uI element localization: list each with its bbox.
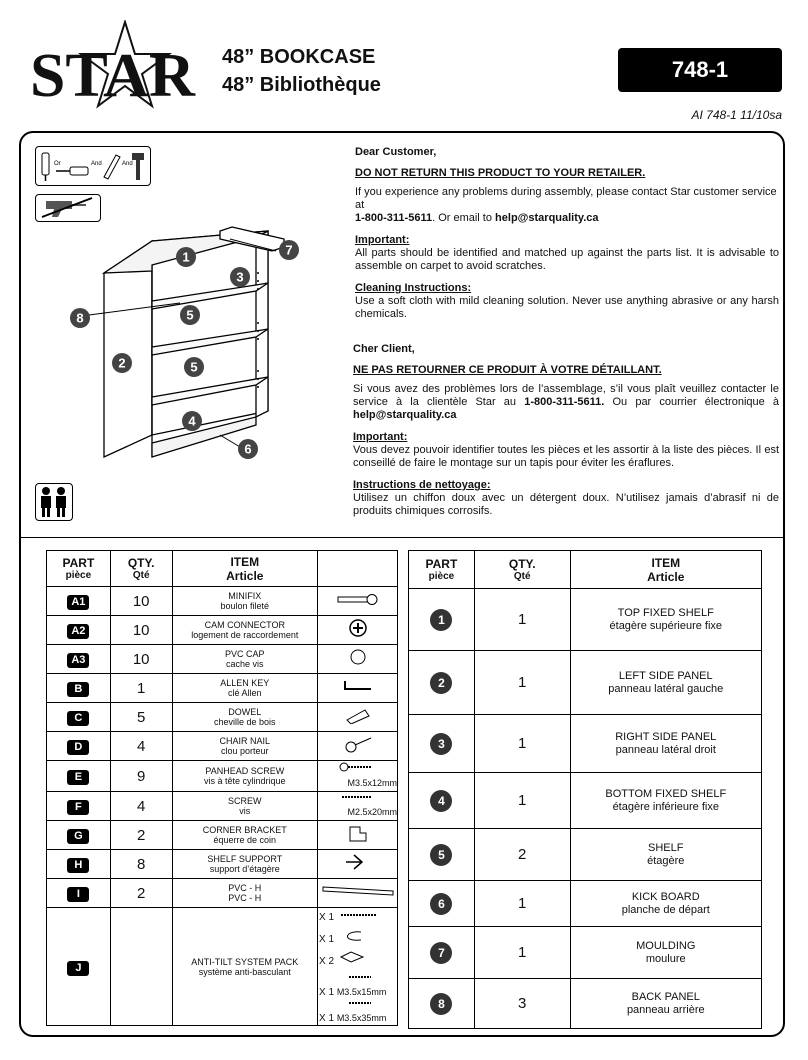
svg-text:1: 1: [182, 249, 190, 265]
panel-qty: 1: [474, 651, 570, 715]
panel-qty: 1: [474, 927, 570, 979]
dowel-icon: [343, 706, 373, 724]
callout-7: [279, 240, 299, 260]
title-french: 48” Bibliothèque: [222, 74, 381, 96]
allen-key-icon: [341, 679, 375, 693]
part-id-badge: E: [67, 770, 89, 785]
table-row: 8 3 BACK PANEL panneau arrière: [409, 979, 762, 1029]
panel-header-item: ITEM Article: [570, 551, 761, 589]
french-greeting: Cher Client,: [353, 343, 415, 355]
tools-or-label: Or: [54, 161, 61, 167]
table-row: F 4 SCREW vis M2.5x20mm: [47, 792, 398, 821]
wrench-icon: [104, 155, 120, 179]
part-id-badge: B: [67, 682, 89, 697]
panel-qty: 1: [474, 773, 570, 829]
english-greeting: Dear Customer,: [355, 146, 437, 158]
svg-text:4: 4: [188, 413, 196, 429]
svg-text:7: 7: [285, 242, 293, 258]
screw-icon: [338, 792, 378, 802]
anti-tilt-part: X 1: [319, 911, 335, 923]
table-row: 4 1 BOTTOM FIXED SHELF étagère inférieure fixe: [409, 773, 762, 829]
english-warning: DO NOT RETURN THIS PRODUCT TO YOUR RETAILER.: [355, 167, 646, 179]
panel-id-circle: 8: [430, 993, 452, 1015]
french-contact: Si vous avez des problèmes lors de l’assemblage, s’il vous plaît veuillez contacter le service à la clientèle Star au 1-800-311-5611. Ou par courrier électronique à help@starquality.ca: [353, 383, 780, 421]
table-row: G 2 CORNER BRACKET équerre de coin: [47, 821, 398, 850]
callout-5-lower: [184, 357, 204, 377]
panel-id-circle: 3: [430, 733, 452, 755]
french-important-heading: Important:: [353, 431, 408, 443]
table-row: H 8 SHELF SUPPORT support d’étagère: [47, 850, 398, 879]
part-id-badge: J: [67, 961, 89, 976]
part-id-badge: A1: [67, 595, 89, 610]
part-qty: 10: [110, 645, 172, 674]
english-contact: If you experience any problems during assembly, please contact Star customer service at 1-800-311-5611. Or email to help@starquality.ca: [355, 186, 777, 224]
table-row: 1 1 TOP FIXED SHELF étagère supérieure fixe: [409, 589, 762, 651]
svg-text:5: 5: [190, 359, 198, 375]
callout-5-upper: [180, 305, 200, 325]
hardware-table-header: [47, 551, 398, 587]
pvc-h-strip-icon: [321, 884, 395, 898]
screw-size: M3.5x12mm: [347, 778, 397, 788]
panel-table-header: [409, 551, 762, 589]
corner-bracket-icon: [346, 823, 370, 843]
panel-header-qty: QTY. Qté: [474, 551, 570, 589]
table-row: A3 10 PVC CAP cache vis: [47, 645, 398, 674]
part-qty: 1: [110, 674, 172, 703]
english-phone: 1-800-311-5611: [355, 212, 433, 224]
hw-header-item: ITEM Article: [172, 551, 317, 587]
anti-tilt-part: X 2: [319, 950, 397, 972]
english-instructions: [355, 146, 779, 321]
anti-tilt-kit-icon: [318, 908, 398, 1026]
svg-text:3: 3: [236, 269, 244, 285]
english-email: help@starquality.ca: [495, 212, 599, 224]
part-qty: 10: [110, 616, 172, 645]
title-english: 48” BOOKCASE: [222, 46, 376, 68]
tools-and-label-2: And: [122, 161, 133, 167]
svg-text:5: 5: [186, 307, 194, 323]
part-qty: 10: [110, 587, 172, 616]
table-row: A2 10 CAM CONNECTOR logement de raccordement: [47, 616, 398, 645]
minifix-bolt-icon: [328, 592, 388, 606]
english-important-heading: Important:: [355, 234, 410, 246]
callout-8: [70, 308, 90, 328]
hammer-icon: [132, 153, 144, 180]
french-instructions: [353, 343, 779, 518]
part-id-badge: I: [67, 887, 89, 902]
star-logo-wordmark: STAR: [30, 42, 197, 110]
french-cleaning-text: Utilisez un chiffon doux avec un détergent doux. N’utilisez jamais d’abrasif ni de produits chimiques corrosifs.: [353, 492, 779, 517]
hardware-parts-table: [46, 550, 398, 1026]
english-cleaning-heading: Cleaning Instructions:: [355, 282, 472, 294]
table-row: 2 1 LEFT SIDE PANEL panneau latéral gauche: [409, 651, 762, 715]
english-important-text: All parts should be identified and matched up against the parts list. It is advisable to assemble on carpet to avoid scratches.: [355, 247, 779, 272]
model-number-badge: 748-1: [618, 48, 782, 92]
table-row: B 1 ALLEN KEY clé Allen: [47, 674, 398, 703]
panel-qty: 1: [474, 881, 570, 927]
part-qty: 9: [110, 761, 172, 792]
panel-header-part: PART pièce: [409, 551, 475, 589]
panel-id-circle: 6: [430, 893, 452, 915]
table-row: I 2 PVC - H PVC - H: [47, 879, 398, 908]
english-cleaning-text: Use a soft cloth with mild cleaning solution. Never use anything abrasive or any harsh chemicals.: [355, 295, 779, 320]
part-id-badge: D: [67, 740, 89, 755]
table-row: 3 1 RIGHT SIDE PANEL panneau latéral droit: [409, 715, 762, 773]
table-row: D 4 CHAIR NAIL clou porteur: [47, 732, 398, 761]
table-row: J ANTI-TILT SYSTEM PACK système anti-basculant X 1 X 1 X 2 X 1 M3.5x15mm X 1 M3.5x35mm: [47, 908, 398, 1026]
part-qty: 2: [110, 821, 172, 850]
part-qty: 5: [110, 703, 172, 732]
callout-6: [238, 439, 258, 459]
table-row: A1 10 MINIFIX boulon fileté: [47, 587, 398, 616]
star-logo: [30, 20, 200, 110]
part-id-badge: H: [67, 858, 89, 873]
french-cleaning-heading: Instructions de nettoyage:: [353, 479, 491, 491]
anti-tilt-part: X 1 M3.5x35mm: [319, 1012, 387, 1024]
panel-id-circle: 4: [430, 790, 452, 812]
panel-parts-table: [408, 550, 762, 1029]
part-qty: 4: [110, 792, 172, 821]
svg-text:2: 2: [118, 355, 126, 371]
svg-text:6: 6: [244, 441, 252, 457]
cam-connector-icon: [347, 617, 369, 639]
part-qty: 2: [110, 879, 172, 908]
panel-id-circle: 1: [430, 609, 452, 631]
table-row: E 9 PANHEAD SCREW vis à tête cylindrique M3.5x12mm: [47, 761, 398, 792]
two-person-box: [35, 483, 73, 521]
panhead-screw-icon: [338, 761, 378, 773]
anti-tilt-part: X 1 M3.5x15mm: [319, 986, 387, 998]
panel-qty: 3: [474, 979, 570, 1029]
table-row: 7 1 MOULDING moulure: [409, 927, 762, 979]
section-divider: [20, 537, 785, 538]
part-qty: 4: [110, 732, 172, 761]
part-id-badge: G: [67, 829, 89, 844]
tools-icon-box: [35, 146, 151, 186]
part-id-badge: A3: [67, 653, 89, 668]
document-reference: AI 748-1 11/10sa: [691, 108, 782, 122]
french-warning: NE PAS RETOURNER CE PRODUIT À VOTRE DÉTAILLANT.: [353, 364, 662, 376]
part-id-badge: F: [67, 800, 89, 815]
svg-text:8: 8: [76, 310, 84, 326]
no-power-drill-icon: [36, 195, 99, 220]
callout-1: [176, 247, 196, 267]
french-email: help@starquality.ca: [353, 409, 457, 421]
no-power-drill-box: [35, 194, 101, 222]
part-id-badge: A2: [67, 624, 89, 639]
two-person-icon: [36, 484, 71, 519]
pvc-cap-icon: [348, 647, 368, 667]
part-qty: [110, 908, 172, 1026]
bookcase-diagram: [60, 225, 310, 465]
panel-id-circle: 7: [430, 942, 452, 964]
panel-id-circle: 2: [430, 672, 452, 694]
hw-header-qty: QTY. Qté: [110, 551, 172, 587]
french-important-text: Vous devez pouvoir identifier toutes les pièces et les assortir à la liste des pièces. Il est conseillé de faire le montage sur un tapis pour éviter les éraflures.: [353, 444, 779, 469]
shelf-support-icon: [342, 852, 374, 872]
tools-and-label-1: And: [91, 161, 102, 167]
screw-size: M2.5x20mm: [347, 807, 397, 817]
panel-id-circle: 5: [430, 844, 452, 866]
hw-header-image: [318, 551, 398, 587]
panel-qty: 2: [474, 829, 570, 881]
screwdriver-icon: [42, 153, 49, 181]
french-phone: 1-800-311-5611.: [524, 396, 605, 408]
phillips-screwdriver-icon: [56, 167, 88, 175]
chair-nail-icon: [343, 734, 373, 754]
panel-qty: 1: [474, 715, 570, 773]
part-id-badge: C: [67, 711, 89, 726]
callout-4: [182, 411, 202, 431]
callout-2: [112, 353, 132, 373]
table-row: 6 1 KICK BOARD planche de départ: [409, 881, 762, 927]
callout-3: [230, 267, 250, 287]
table-row: 5 2 SHELF étagère: [409, 829, 762, 881]
panel-qty: 1: [474, 589, 570, 651]
anti-tilt-part: X 1: [319, 930, 397, 950]
part-qty: 8: [110, 850, 172, 879]
hw-header-part: PART pièce: [47, 551, 111, 587]
table-row: C 5 DOWEL cheville de bois: [47, 703, 398, 732]
